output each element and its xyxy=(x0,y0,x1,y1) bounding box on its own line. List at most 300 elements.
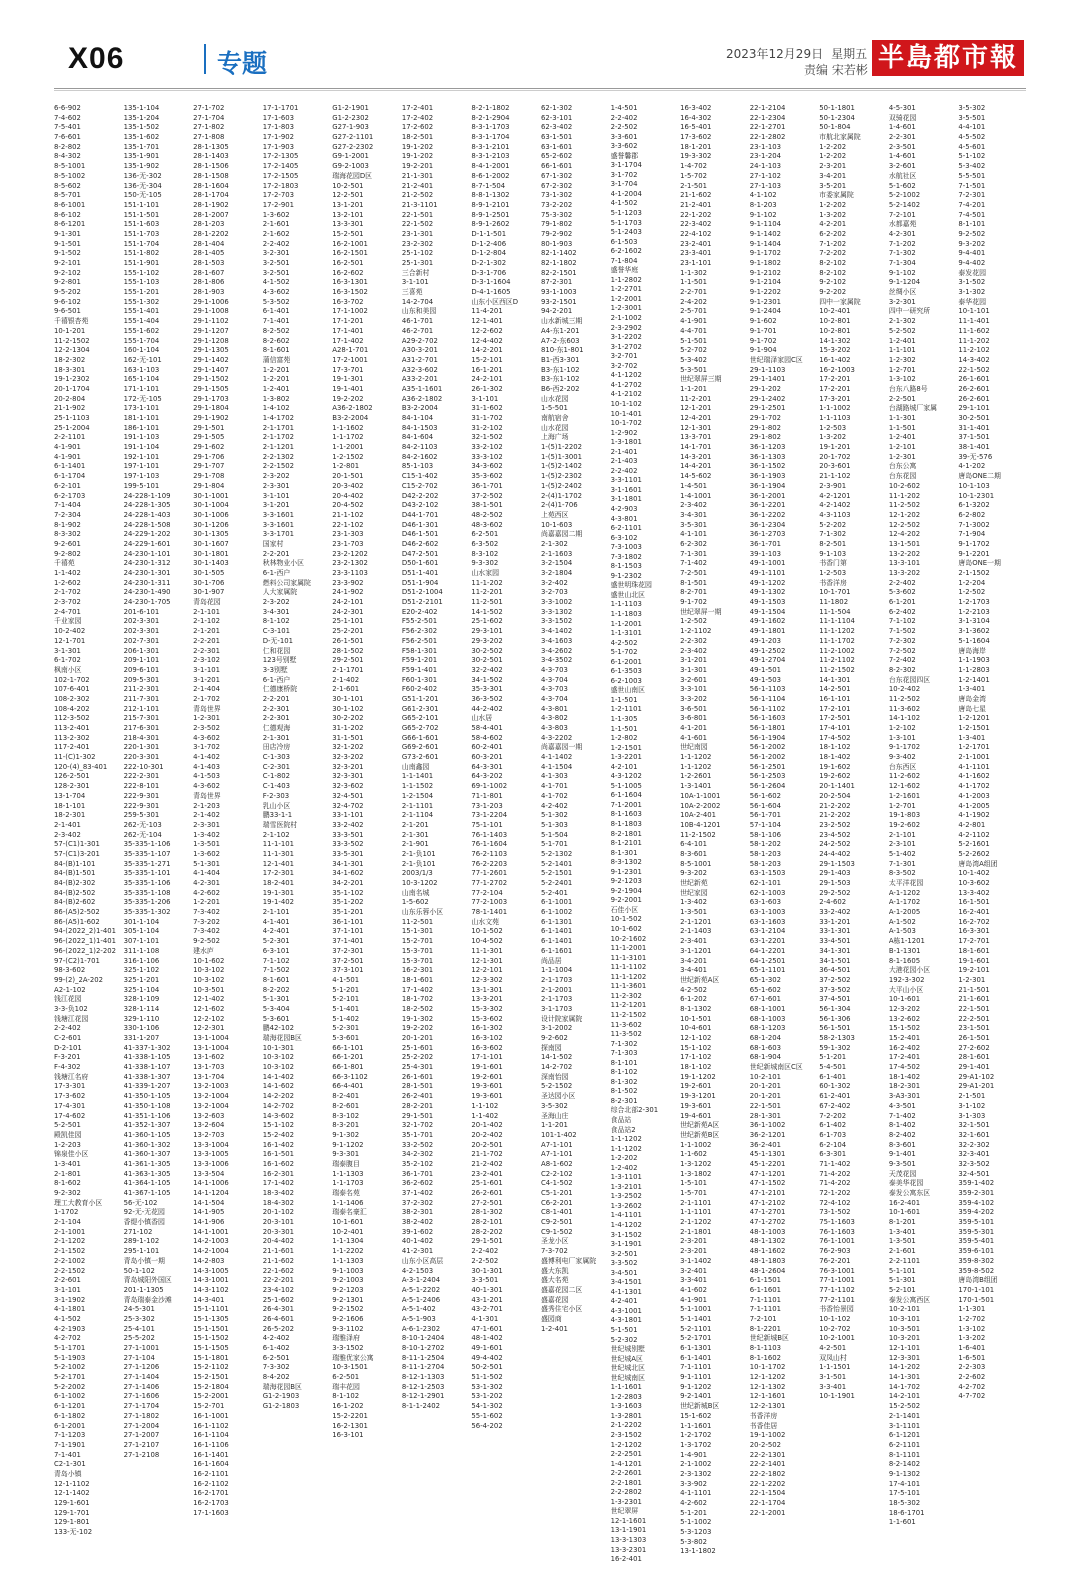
address-entry: 9-1-1104 xyxy=(749,220,781,229)
address-entry: 6-3-102 xyxy=(610,533,638,542)
address-entry: 20-3-402 xyxy=(332,481,364,490)
address-entry: 10-2-401 xyxy=(332,1227,364,1236)
address-entry: 8-1-301 xyxy=(610,848,638,857)
address-entry: 10-2-402 xyxy=(54,627,86,636)
address-entry: 6-1-1001 xyxy=(540,898,573,907)
address-entry: 3-4-1402 xyxy=(540,627,573,636)
address-entry: 唐岛海岸 xyxy=(958,646,986,655)
address-entry: 2-2-1502 xyxy=(54,1266,86,1275)
address-entry: 5-1-1701 xyxy=(54,1344,86,1352)
address-entry: 8-2-802 xyxy=(54,142,81,151)
address-entry: 29-1-702 xyxy=(749,414,781,422)
address-entry: 11-3-502 xyxy=(610,1030,642,1039)
address-entry: 10-1-601 xyxy=(332,1218,364,1227)
address-entry: 5-3-502 xyxy=(262,297,290,306)
address-entry: 4-1-701 xyxy=(540,782,568,791)
address-entry: 14-1-702 xyxy=(888,1382,921,1391)
address-entry: 21-1-601 xyxy=(262,1247,294,1256)
address-entry: D42-2-202 xyxy=(401,491,439,500)
address-entry: 4-2-602 xyxy=(680,1499,708,1507)
address-entry: 21-1-102 xyxy=(819,472,851,481)
address-entry: 12-1-202 xyxy=(888,510,921,519)
address-entry: 17-2-401 xyxy=(401,104,434,112)
address-entry: 鹏42-102 xyxy=(262,1024,295,1033)
address-entry: 359-4-102 xyxy=(958,1198,995,1207)
address-entry: 7-1-301 xyxy=(888,859,916,868)
address-entry: 11-2-501 xyxy=(471,598,503,607)
address-entry: 23-2-502 xyxy=(819,820,851,829)
address-entry: 57-(C1)3-201 xyxy=(54,849,100,858)
address-entry: A7-1-101 xyxy=(540,1140,573,1149)
address-entry: 107-6-401 xyxy=(54,685,90,694)
address-entry: 209-6-101 xyxy=(123,665,160,674)
address-entry: 10-1-301 xyxy=(262,1043,294,1052)
address-entry: 1-2-301 xyxy=(958,975,986,984)
listing-column xyxy=(819,104,887,1564)
address-entry: 1-(5)2-1402 xyxy=(540,462,583,471)
address-entry: 瑞海花园D区 xyxy=(332,171,373,180)
address-entry: 7-2-304 xyxy=(54,510,81,519)
address-entry: 29-2-502 xyxy=(819,888,851,897)
address-entry: 22-1-2304 xyxy=(749,113,786,122)
address-entry: 1-4-1001 xyxy=(680,491,712,500)
address-entry: 40-1-402 xyxy=(401,1237,434,1246)
address-entry: 3-2-1504 xyxy=(540,559,573,568)
address-entry: 17-4-502 xyxy=(819,733,851,742)
address-entry: 15-2-701 xyxy=(193,1402,225,1411)
address-entry: 173-1-101 xyxy=(123,404,160,413)
address-entry: 6-1-1401 xyxy=(680,1353,712,1362)
address-entry: D46-1-501 xyxy=(401,530,439,539)
address-entry: 49-1-2502 xyxy=(749,646,786,655)
address-entry: 359-6-101 xyxy=(958,1247,995,1256)
address-entry: 25-1-601 xyxy=(471,1179,503,1188)
address-entry: C-1-802 xyxy=(262,772,291,781)
address-entry: 3-1-1902 xyxy=(54,1295,86,1304)
address-entry: 1-2-201 xyxy=(193,898,221,907)
address-entry: 37-1-501 xyxy=(958,433,990,442)
address-entry: 28-1-1508 xyxy=(193,171,229,180)
address-entry: 13-3-1004 xyxy=(193,1140,229,1149)
address-entry: 1-1-301 xyxy=(958,1305,986,1314)
address-entry: 瑞雪医院村 xyxy=(262,820,298,829)
address-entry: 1-4-1201 xyxy=(610,1459,642,1468)
address-entry: 5-1-201 xyxy=(332,985,360,994)
address-entry: 14-2-702 xyxy=(540,1063,573,1072)
address-entry: 36-2-602 xyxy=(401,1179,434,1188)
address-entry: 22-1-202 xyxy=(680,210,712,219)
address-entry: 5-2-401 xyxy=(540,888,568,897)
address-entry: 27-1-1206 xyxy=(123,1363,160,1372)
address-entry: 16-2-1001 xyxy=(332,239,368,248)
address-entry: 30-1-1006 xyxy=(193,510,229,519)
address-entry: 9-2-1203 xyxy=(610,877,642,886)
address-entry: 10-3-102 xyxy=(193,966,225,975)
address-entry: 47-1-1201 xyxy=(749,1169,786,1178)
address-entry: 9-1-904 xyxy=(749,346,777,355)
address-entry: 2-3-401 xyxy=(680,937,708,946)
address-entry: 4-2-502 xyxy=(610,638,638,647)
address-entry: 青岛世界 xyxy=(193,704,221,713)
address-entry: 11-1-1202 xyxy=(610,972,647,981)
address-entry: 62-1-1003 xyxy=(749,888,786,897)
address-entry: 2-1-1101 xyxy=(680,1198,712,1207)
address-entry: 4-7-702 xyxy=(958,1392,986,1401)
address-entry: 3-3-1701 xyxy=(262,530,294,539)
address-entry: 36-1-2304 xyxy=(749,520,786,529)
address-entry: 47-1-1502 xyxy=(749,1179,786,1188)
address-entry: 2-1-601 xyxy=(262,220,290,229)
address-entry: 山南鑫园 xyxy=(401,762,430,771)
address-entry: 14-2-803 xyxy=(193,1256,225,1265)
address-entry: 26-2-601 xyxy=(958,394,990,403)
address-entry: 1-3-2801 xyxy=(610,1411,642,1420)
address-entry: 4-1-1101 xyxy=(958,762,990,771)
address-entry: 13-1-301 xyxy=(471,985,503,994)
address-entry: 48-1-1302 xyxy=(749,1237,786,1246)
address-entry: 16-2-1501 xyxy=(332,249,368,258)
address-entry: 11-1-2001 xyxy=(610,944,647,953)
address-entry: 41-2-301 xyxy=(401,1247,434,1256)
address-entry: 6-1-1601 xyxy=(749,1285,781,1294)
address-entry: 6-1-1401 xyxy=(540,937,573,946)
address-entry: 22-1-1704 xyxy=(749,1499,786,1507)
listing-column xyxy=(471,104,539,1564)
address-entry: 8-2-502 xyxy=(262,326,290,335)
address-entry: 山水居 xyxy=(471,714,493,723)
address-entry: 盛世明珠花园 xyxy=(610,581,652,590)
address-entry: 32-2-302 xyxy=(958,1140,990,1149)
address-entry: 13-3-701 xyxy=(680,433,712,442)
address-entry: 13-1-1802 xyxy=(680,1547,716,1556)
address-entry: 35-335-1-106 xyxy=(123,879,171,887)
address-entry: 328-1-114 xyxy=(123,1004,160,1013)
address-entry: 2-1-1701 xyxy=(332,665,364,674)
address-entry: 3-3-601 xyxy=(610,132,638,141)
address-entry: 13-3-301 xyxy=(332,220,364,229)
editor-label: 责编 xyxy=(804,63,829,77)
address-entry: 37-2-302 xyxy=(401,1198,434,1207)
address-entry: 17-4-301 xyxy=(54,1101,86,1110)
address-entry: 202-3-301 xyxy=(123,627,160,636)
address-entry: 28-1-903 xyxy=(193,288,225,297)
address-entry: 1-1-402 xyxy=(54,569,81,577)
address-entry: 34-1-502 xyxy=(471,675,503,684)
listing-column xyxy=(541,104,609,1564)
address-entry: 30-1-1206 xyxy=(193,520,229,529)
address-entry: 162-无-101 xyxy=(123,355,162,364)
address-entry: 10-1-103 xyxy=(958,481,990,490)
address-entry: 40-1-301 xyxy=(471,1285,503,1294)
address-entry: 29-1-706 xyxy=(193,452,225,461)
address-entry: 38-1-501 xyxy=(471,501,503,510)
address-entry: 126-2-501 xyxy=(54,772,90,781)
address-entry: 1-1-1502 xyxy=(401,782,434,791)
address-entry: 19-3-601 xyxy=(680,1101,712,1110)
address-entry: 11-2-1102 xyxy=(819,656,855,665)
address-entry: 359-8-502 xyxy=(958,1266,995,1275)
address-entry: 29-1-802 xyxy=(749,433,781,442)
address-entry: 17-2-301 xyxy=(262,869,294,878)
address-entry: 135-1-104 xyxy=(123,104,160,112)
address-entry: 2-3-702 xyxy=(54,598,81,607)
address-entry: 1-3-1801 xyxy=(610,438,642,447)
address-entry: 13-2-1004 xyxy=(193,1092,229,1101)
address-entry: 18-2-401 xyxy=(262,879,294,887)
address-entry: 84-(B)1-501 xyxy=(54,869,96,878)
address-entry: 41-361-1-305 xyxy=(123,1159,171,1168)
address-entry: 1-2-1601 xyxy=(888,791,921,800)
address-entry: 19-1-601 xyxy=(471,1063,503,1072)
address-entry: 1-2-2601 xyxy=(680,772,712,781)
address-entry: 23-3-902 xyxy=(332,578,364,587)
address-entry: 222-2-301 xyxy=(123,772,160,781)
address-entry: 108-2-302 xyxy=(54,694,90,703)
address-entry: 15-3-701 xyxy=(401,946,434,955)
address-entry: 9-2-102 xyxy=(54,268,81,277)
address-entry: 唐岛湾B组团 xyxy=(958,1276,998,1285)
address-entry: 22-2-501 xyxy=(958,1014,990,1023)
address-entry: 9-1-1702 xyxy=(958,539,990,548)
address-entry: 84-(B)2-602 xyxy=(54,898,96,907)
address-entry: 1-2-302 xyxy=(888,355,916,364)
address-entry: 3-3-101 xyxy=(680,685,708,694)
address-entry: 16-3-1502 xyxy=(332,288,368,297)
address-entry: 15-1-102 xyxy=(262,1121,294,1130)
address-entry: 16-1-501 xyxy=(262,1150,294,1159)
address-entry: 3-4-301 xyxy=(262,607,290,616)
address-entry: 41-339-1-207 xyxy=(123,1082,171,1091)
address-entry: 16-2-501 xyxy=(332,259,364,267)
address-entry: 209-1-101 xyxy=(123,656,160,665)
address-entry: 山东小区西区D xyxy=(471,297,519,306)
address-entry: 20-2-501 xyxy=(471,1140,503,1149)
address-entry: 29-3-202 xyxy=(471,636,503,645)
address-entry: 26-2-401 xyxy=(401,1092,434,1101)
address-entry: 2-3-402 xyxy=(680,501,708,510)
address-entry: 千禧苑 xyxy=(54,559,75,568)
address-entry: 63-1-2104 xyxy=(749,927,786,936)
address-entry: 3-2-601 xyxy=(888,162,916,171)
address-entry: 3-3-1601 xyxy=(262,510,294,519)
page-number: X06 xyxy=(68,42,125,75)
address-entry: 3-5-501 xyxy=(958,113,986,122)
address-entry: 87-2-301 xyxy=(540,278,573,287)
address-entry: 1-3-401 xyxy=(958,733,986,742)
address-entry: 9-1-1202 xyxy=(680,1382,712,1391)
address-entry: 2-2-402 xyxy=(610,113,638,122)
address-entry: 7-2-202 xyxy=(819,1111,847,1120)
address-entry: 155-1-201 xyxy=(123,288,160,297)
address-entry: 理工大教育小区 xyxy=(54,1198,103,1207)
address-entry: 171-1-101 xyxy=(123,384,160,393)
address-entry: 乳山小区 xyxy=(262,801,291,810)
address-entry: 6-1-1301 xyxy=(540,917,573,926)
address-entry: 8-1-101 xyxy=(610,1058,638,1067)
address-entry: 5-1-702 xyxy=(610,648,638,657)
address-entry: 33-3-102 xyxy=(471,452,503,461)
address-entry: 170-1-501 xyxy=(958,1295,995,1304)
address-entry: 44-2-402 xyxy=(471,704,503,713)
address-entry: 19-2-101 xyxy=(958,966,990,975)
address-entry: 4-1-901 xyxy=(54,443,81,452)
address-entry: 1-2-902 xyxy=(610,428,638,437)
address-entry: 3-1-2702 xyxy=(610,342,642,351)
address-entry: 165-1-104 xyxy=(123,375,160,384)
address-entry: 22-2-201 xyxy=(262,1276,294,1285)
address-entry: 9-1-2301 xyxy=(749,297,781,306)
address-entry: 4-1-702 xyxy=(540,791,568,800)
address-entry: 36-1-701 xyxy=(471,481,503,490)
address-entry: 8-1-203 xyxy=(749,200,777,209)
address-entry: 2-2-502 xyxy=(610,123,638,132)
address-entry: D-3-1-1604 xyxy=(471,278,511,287)
address-entry: 四中一研究所 xyxy=(888,307,931,316)
address-entry: 56-无-102 xyxy=(123,1198,158,1207)
address-entry: 29-A1-201 xyxy=(958,1082,995,1091)
address-entry: 1-1-1601 xyxy=(610,1383,642,1392)
address-entry: 41-338-1-105 xyxy=(123,1053,171,1062)
address-entry: 3-4-501 xyxy=(610,1268,638,1277)
address-entry: 8-1-902 xyxy=(54,520,81,529)
address-entry: 10-2-1001 xyxy=(819,1334,855,1343)
address-entry: 82-1-1402 xyxy=(540,249,577,258)
address-entry: 16-2-402 xyxy=(888,1043,921,1052)
address-entry: 26-1-601 xyxy=(958,375,990,384)
address-entry: 30-1-1305 xyxy=(193,530,229,539)
address-entry: 56-4-202 xyxy=(471,1421,503,1430)
address-entry: 27-1-1704 xyxy=(123,1402,160,1411)
address-entry: 77-1-1102 xyxy=(819,1285,855,1294)
address-entry: 56-1-2002 xyxy=(749,753,786,762)
address-entry: 96-(2022_1)2-202 xyxy=(54,946,117,955)
address-entry: 1-1-1002 xyxy=(680,1140,712,1149)
address-entry: 155-1-102 xyxy=(123,268,160,277)
address-entry: 7-1-401 xyxy=(54,1450,81,1459)
address-entry: 29-1-401 xyxy=(958,1063,990,1072)
address-entry: 23-3-1103 xyxy=(332,569,368,577)
address-entry: 16-3-602 xyxy=(471,1043,503,1052)
address-entry: 21-2-202 xyxy=(819,801,851,810)
address-entry: 5-1-501 xyxy=(680,336,708,345)
address-entry: 46-2-701 xyxy=(401,326,434,335)
address-entry: 28-1-501 xyxy=(401,1082,434,1091)
address-entry: 289-1-102 xyxy=(123,1237,160,1246)
address-entry: 食品站2 xyxy=(610,1125,636,1134)
address-entry: 97-(C2)1-701 xyxy=(54,956,100,965)
address-entry: 35-335-1-302 xyxy=(123,908,171,917)
address-entry: 5-3-1203 xyxy=(680,1528,712,1537)
address-entry: 山水花园 xyxy=(540,394,569,403)
address-entry: 9-1-1302 xyxy=(888,1469,921,1478)
address-entry: 5-2-301 xyxy=(332,1024,360,1033)
address-entry: 8-1-102 xyxy=(610,1068,638,1077)
address-entry: 1-2-401 xyxy=(540,1324,568,1333)
address-entry: 93-1-1003 xyxy=(540,288,577,297)
address-entry: 锦泉佳小区 xyxy=(54,1150,89,1159)
address-entry: 1-3-501 xyxy=(888,1237,916,1246)
address-entry: 书香门第 xyxy=(819,559,847,568)
address-entry: 16-3-702 xyxy=(332,297,364,306)
address-entry: F56-2-302 xyxy=(401,627,438,636)
address-entry: D-无-101 xyxy=(262,636,294,645)
address-entry: 8-6-1-2002 xyxy=(471,171,510,180)
address-entry: 10-2-602 xyxy=(888,481,921,490)
address-entry: 10-3-102 xyxy=(193,975,225,984)
address-entry: 11-1-401 xyxy=(958,317,990,326)
address-entry: 17-2-501 xyxy=(819,714,851,723)
address-entry: 23-2-1202 xyxy=(332,549,368,558)
address-entry: 18-4-302 xyxy=(262,1198,294,1207)
address-entry: 17-2-101 xyxy=(819,704,851,713)
address-entry: 1-1-602 xyxy=(680,1150,708,1159)
address-entry: 35-335-1-271 xyxy=(123,859,171,868)
address-entry: 30-1-1004 xyxy=(193,501,229,510)
address-entry: 16-3-402 xyxy=(680,104,712,112)
address-entry: F56-2-501 xyxy=(401,636,438,645)
address-entry: 5-1-1703 xyxy=(610,218,642,227)
address-entry: 35-1-202 xyxy=(332,898,364,907)
address-entry: 35-335-1-106 xyxy=(123,840,171,849)
address-entry: 2-2-402 xyxy=(888,578,916,587)
address-entry: 23-1-501 xyxy=(958,1024,990,1033)
address-entry: 2-1-104 xyxy=(54,1218,81,1227)
address-entry: 4-3-602 xyxy=(193,733,221,742)
address-entry: 63-1-603 xyxy=(749,898,781,907)
address-entry: 3-A3-301 xyxy=(888,1092,921,1101)
address-entry: 3-1-201 xyxy=(262,501,290,510)
address-entry: 10-1-401 xyxy=(610,409,642,418)
address-entry: 27-1-104 xyxy=(123,1353,155,1362)
address-entry: 8-6-102 xyxy=(54,210,81,219)
address-entry: 2-1-1001 xyxy=(958,753,990,762)
address-entry: 7-1-502 xyxy=(262,966,290,975)
address-entry: 6-2-302 xyxy=(680,539,708,548)
address-entry: 35-3-301 xyxy=(471,685,503,694)
address-entry: 6-1-1704 xyxy=(54,472,86,481)
address-entry: 10-3-602 xyxy=(958,879,990,887)
address-entry: 3-1-101 xyxy=(401,278,429,287)
address-entry: 双骑花园 xyxy=(888,113,917,122)
address-entry: 2-1-302 xyxy=(540,539,568,548)
address-entry: 18-2-302 xyxy=(54,355,86,364)
address-entry: 9-1-1204 xyxy=(888,278,921,287)
address-entry: A-5-1-903 xyxy=(401,1314,436,1323)
address-entry: 1-3-102 xyxy=(958,1324,986,1333)
address-entry: 13-3-201 xyxy=(471,995,503,1004)
address-entry: 1-1-501 xyxy=(680,278,708,287)
address-entry: 3-5-302 xyxy=(540,1101,568,1110)
address-entry: 21-1-602 xyxy=(680,191,712,200)
address-entry: 155-1-704 xyxy=(123,336,160,345)
address-entry: 唐岛ONE二期 xyxy=(958,472,1001,481)
address-entry: 12-2-502 xyxy=(888,520,921,529)
address-entry: 22-1-602 xyxy=(262,1266,294,1275)
address-entry: 4-3-1103 xyxy=(819,510,851,519)
address-entry: 32-1-501 xyxy=(958,1121,990,1130)
address-entry: 1-2-1501 xyxy=(958,724,990,732)
address-entry: 1-2-1401 xyxy=(958,675,990,684)
address-entry: 书香洋房 xyxy=(749,1411,778,1420)
address-entry: 10-1-702 xyxy=(610,419,642,428)
address-entry: 尚嘉嘉园二期 xyxy=(540,530,583,539)
address-entry: 57-1-104 xyxy=(749,820,781,829)
address-entry: 3-2-701 xyxy=(610,352,638,361)
address-entry: 4-2-501 xyxy=(819,1344,847,1352)
address-entry: 150-无-105 xyxy=(123,191,162,200)
address-entry: 4-1-202 xyxy=(958,462,986,471)
address-entry: 世纪城北区 xyxy=(610,1364,646,1373)
